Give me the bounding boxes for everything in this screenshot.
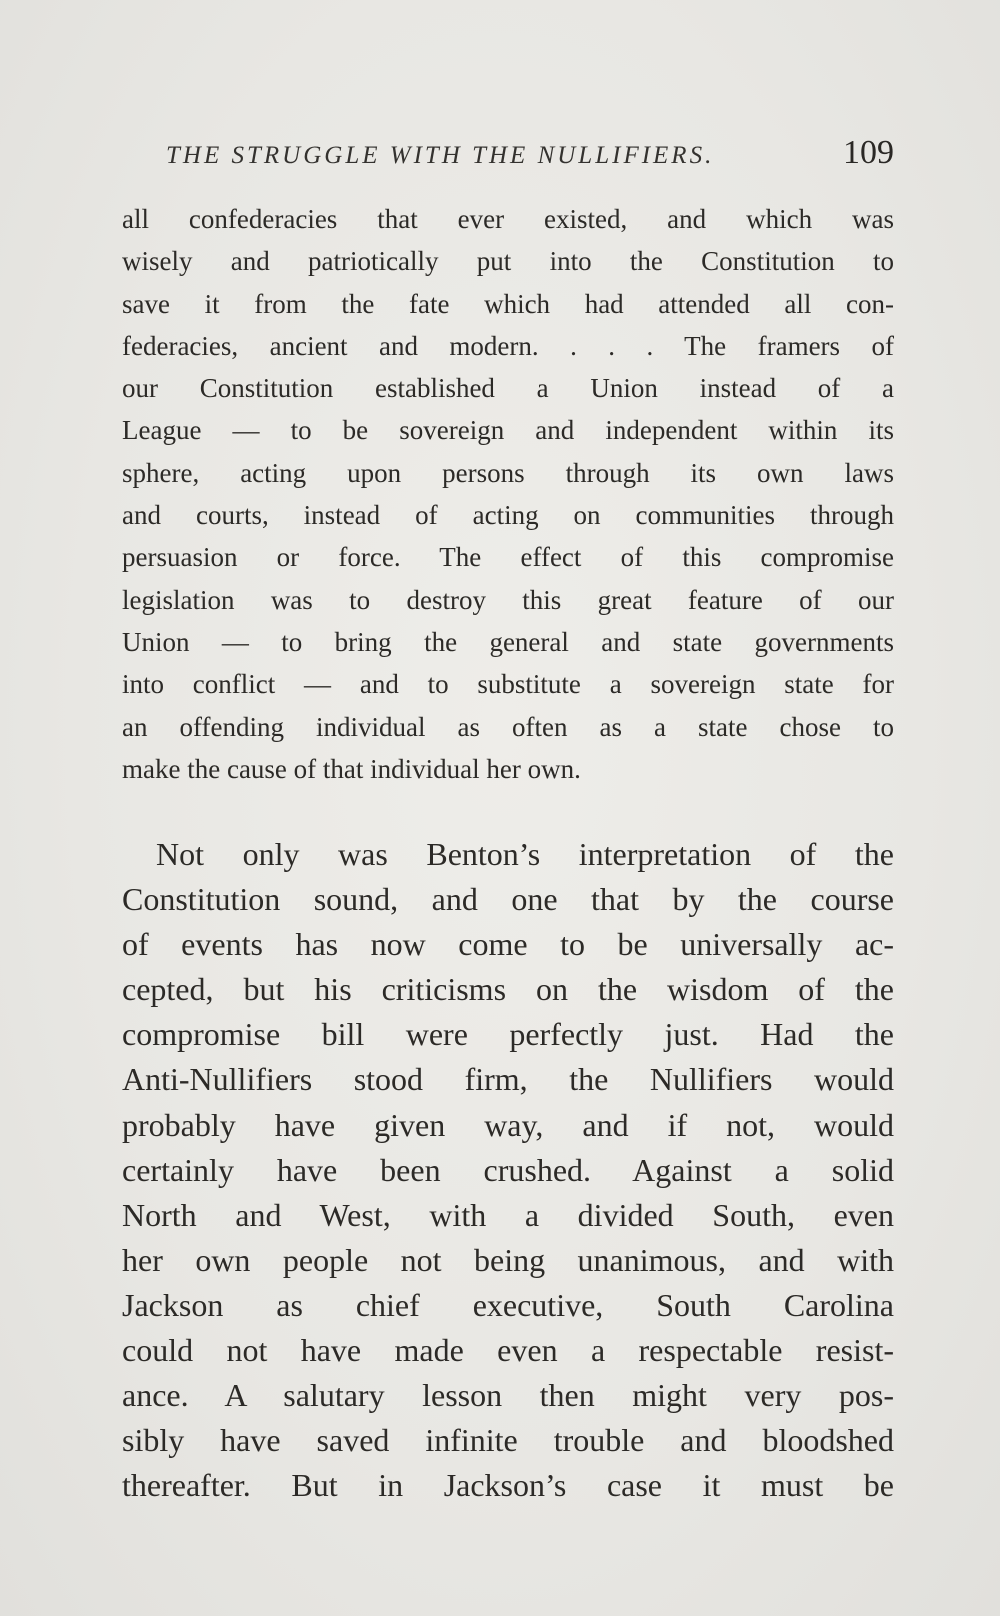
- running-head: [122, 132, 894, 182]
- body-line: cepted, but his criticisms on the wisdom of the: [122, 971, 894, 1008]
- body-line: North and West, with a divided South, even: [122, 1196, 894, 1233]
- quote-line: wisely and patriotically put into the Constitution to: [122, 246, 894, 277]
- body-line: Not only was Benton’s interpretation of the: [156, 836, 894, 872]
- body-line: certainly have been crushed. Against a solid: [122, 1151, 894, 1188]
- body-line: Constitution sound, and one that by the course: [122, 881, 894, 918]
- body-line: her own people not being unanimous, and with: [122, 1241, 894, 1278]
- quote-line: sphere, acting upon persons through its own laws: [122, 457, 894, 488]
- quote-line: League — to be sovereign and independent within its: [122, 415, 894, 446]
- body-line: ance. A salutary lesson then might very pos-: [122, 1377, 894, 1414]
- running-title: THE STRUGGLE WITH THE NULLIFIERS.: [166, 142, 715, 169]
- body-line: sibly have saved infinite trouble and bloodshed: [122, 1422, 894, 1459]
- quote-line: Union — to bring the general and state governments: [122, 626, 894, 657]
- body-line: probably have given way, and if not, would: [122, 1106, 894, 1143]
- quote-line: federacies, ancient and modern. . . . The framers of: [122, 330, 894, 361]
- page-number: 109: [843, 134, 894, 171]
- body-line: compromise bill were perfectly just. Had the: [122, 1016, 894, 1053]
- quote-line: all confederacies that ever existed, and which was: [122, 204, 894, 234]
- body-line: Anti-Nullifiers stood firm, the Nullifiers would: [122, 1061, 894, 1098]
- quote-line: and courts, instead of acting on communities through: [122, 500, 894, 531]
- quote-line: make the cause of that individual her own.: [122, 753, 581, 784]
- quote-line: legislation was to destroy this great feature of our: [122, 584, 894, 615]
- body-paragraph: [122, 832, 894, 1508]
- quote-line: an offending individual as often as a state chose to: [122, 711, 894, 742]
- body-line: thereafter. But in Jackson’s case it must be: [122, 1467, 894, 1504]
- body-line: Jackson as chief executive, South Carolina: [122, 1286, 894, 1323]
- quote-line: save it from the fate which had attended all con-: [122, 288, 894, 319]
- quote-line: persuasion or force. The effect of this compromise: [122, 542, 894, 573]
- quote-line: into conflict — and to substitute a sovereign state for: [122, 669, 894, 700]
- quoted-passage: [122, 198, 894, 790]
- body-line: of events has now come to be universally ac-: [122, 926, 894, 963]
- body-line: could not have made even a respectable resist-: [122, 1332, 894, 1369]
- quote-line: our Constitution established a Union instead of a: [122, 373, 894, 404]
